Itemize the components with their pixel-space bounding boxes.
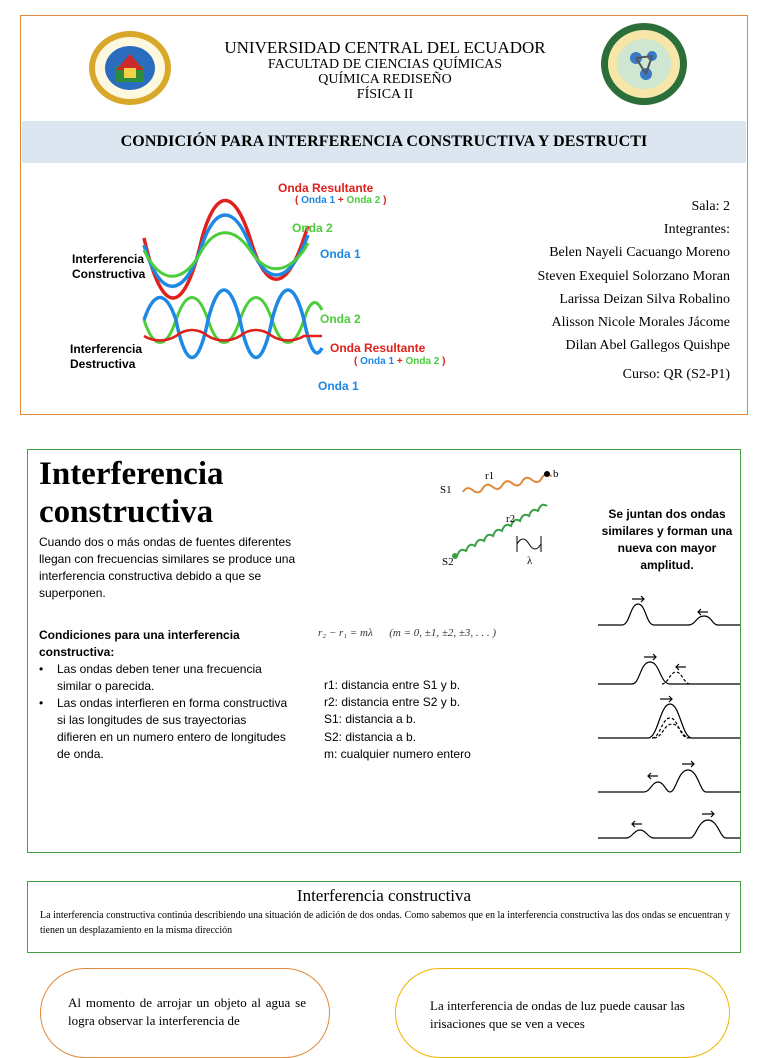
r1-path bbox=[462, 473, 552, 495]
onda2-label-bottom: Onda 2 bbox=[320, 312, 361, 326]
onda1-label-top: Onda 1 bbox=[320, 247, 361, 261]
sum-onda2: Onda 2 bbox=[405, 356, 440, 367]
paren-open: ( bbox=[354, 356, 358, 367]
conditions-list bbox=[39, 661, 289, 763]
sum-label-top bbox=[295, 195, 386, 206]
label-lambda: λ bbox=[527, 555, 533, 567]
definition: S2: distancia a b. bbox=[324, 729, 417, 744]
definition: m: cualquier numero entero bbox=[324, 746, 471, 761]
bullet: • bbox=[39, 662, 44, 676]
onda2-label-top: Onda 2 bbox=[292, 221, 333, 235]
constructive-label-line2: Constructiva bbox=[72, 267, 146, 281]
resultant-label-bottom: Onda Resultante bbox=[330, 341, 426, 355]
banner-title: CONDICIÓN PARA INTERFERENCIA CONSTRUCTIVA Y DESTRUCTI bbox=[120, 133, 648, 150]
conditions-title: Condiciones para una interferencia constructiva: bbox=[39, 628, 240, 659]
bullet: • bbox=[39, 696, 44, 710]
member: Belen Nayeli Cacuango Moreno bbox=[549, 245, 730, 261]
condition-text: Las ondas interfieren en forma constructiva si las longitudes de sus trayectorias difieren en un numero entero de longitudes de onda. bbox=[57, 696, 288, 761]
intro-text: Cuando dos o más ondas de fuentes diferentes llegan con frecuencias similares se produce una interferencia constructiva debido a que se superponen. bbox=[39, 535, 296, 600]
faculty-name: FACULTAD DE CIENCIAS QUÍMICAS bbox=[267, 57, 503, 72]
formula: r₂ − r₁ = mλ (m = 0, ±1, ±2, ±3, . . . ) bbox=[318, 627, 497, 639]
paren-open: ( bbox=[295, 195, 299, 206]
destructive-label-line2: Destructiva bbox=[70, 357, 136, 371]
member: Steven Exequiel Solorzano Moran bbox=[537, 268, 730, 284]
condition-text: Las ondas deben tener una frecuencia similar o parecida. bbox=[57, 662, 262, 693]
university-name: UNIVERSIDAD CENTRAL DEL ECUADOR bbox=[224, 38, 546, 57]
faculty-seal-right bbox=[600, 22, 688, 106]
summary-body: La interferencia constructiva continúa describiendo una situación de adición de dos ondas. Como sabemos que en la interferencia constructiva las dos ondas se encuentran y tienen un desplazamiento en la misma dirección bbox=[40, 910, 730, 936]
sum-label-bottom bbox=[354, 356, 445, 367]
paren-close: ) bbox=[442, 356, 446, 367]
section-title-line1: Interferencia bbox=[39, 456, 224, 492]
summary-title: Interferencia constructiva bbox=[296, 886, 472, 905]
label-s2: S2 bbox=[442, 556, 454, 568]
member: Larissa Deizan Silva Robalino bbox=[559, 291, 730, 307]
onda1-label-bottom: Onda 1 bbox=[318, 379, 359, 393]
condition-item bbox=[39, 695, 289, 763]
constructive-label bbox=[72, 252, 145, 282]
pulse-sequence-diagram bbox=[598, 592, 740, 850]
destructive-label bbox=[70, 342, 142, 372]
sum-onda2: Onda 2 bbox=[346, 195, 381, 206]
label-r2: r2 bbox=[506, 513, 516, 525]
program-name: QUÍMICA REDISEÑO bbox=[318, 72, 452, 87]
definitions bbox=[324, 677, 484, 763]
bubble-left-text: Al momento de arrojar un objeto al agua se logra observar la interferencia de bbox=[68, 995, 306, 1028]
side-note: Se juntan dos ondas similares y forman una nueva con mayor amplitud. bbox=[601, 507, 733, 572]
sum-onda1: Onda 1 bbox=[301, 195, 336, 206]
destructive-label-line1: Interferencia bbox=[70, 342, 143, 356]
constructive-wave-2 bbox=[144, 233, 308, 277]
condition-item bbox=[39, 661, 289, 695]
definition: r2: distancia entre S2 y b. bbox=[324, 695, 461, 710]
sum-onda1: Onda 1 bbox=[360, 356, 395, 367]
group-info bbox=[538, 195, 730, 387]
bubble-right-text: La interferencia de ondas de luz puede causar las irisaciones que se ven a veces bbox=[430, 998, 685, 1031]
section-title bbox=[39, 455, 223, 531]
university-seal-left bbox=[88, 30, 172, 104]
section-title-line2: constructiva bbox=[39, 494, 214, 530]
integrantes-label: Integrantes: bbox=[663, 222, 730, 238]
sum-plus: + bbox=[396, 356, 403, 367]
definition: r1: distancia entre S1 y b. bbox=[324, 678, 461, 692]
member: Dilan Abel Gallegos Quishpe bbox=[565, 338, 730, 354]
curso: Curso: QR (S2-P1) bbox=[622, 367, 730, 383]
sala: Sala: 2 bbox=[691, 199, 730, 214]
label-s1: S1 bbox=[440, 484, 452, 496]
definition: S1: distancia a b. bbox=[324, 712, 417, 727]
subject-name: FÍSICA II bbox=[356, 87, 414, 102]
sum-plus: + bbox=[337, 195, 344, 206]
constructive-label-line1: Interferencia bbox=[72, 252, 145, 266]
paren-close: ) bbox=[383, 195, 387, 206]
resultant-label-top: Onda Resultante bbox=[278, 181, 374, 195]
member: Alisson Nicole Morales Jácome bbox=[551, 315, 730, 331]
destructive-wave-1 bbox=[144, 290, 322, 358]
label-b: b bbox=[553, 468, 559, 480]
label-r1: r1 bbox=[485, 470, 495, 482]
title-banner bbox=[22, 121, 746, 163]
